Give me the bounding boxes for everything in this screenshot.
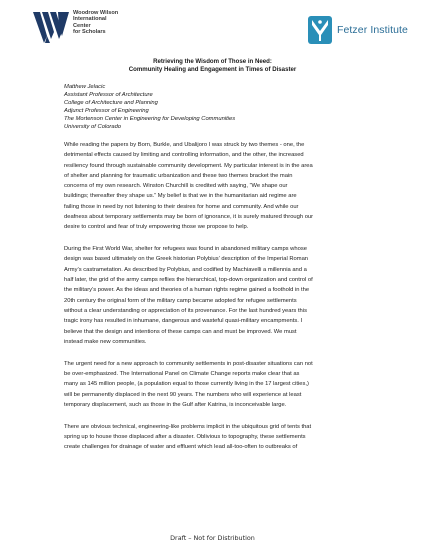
author-info <box>64 84 384 131</box>
title-line-1: Retrieving the Wisdom of Those in Need: <box>153 58 272 65</box>
text-line: failing those in need by not listening to their desires for home and community. And while our <box>64 203 299 210</box>
text-line: The urgent need for a new approach to community settlements in post-disaster situations can not <box>64 360 313 367</box>
paragraph-4 <box>64 422 364 453</box>
document-title <box>0 58 425 74</box>
text-line: half later, the grid of the army camps reflies the hierarchical, top-down organization and control of <box>64 277 313 284</box>
author-title: Assistant Professor of Architecture <box>64 91 153 98</box>
paragraph-3 <box>64 359 364 410</box>
text-line: desire to control and fear of truly empowering those we propose to help. <box>64 224 249 231</box>
text-line: the military’s power. As the ideas and theories of a human rights regime gained a foothold in the <box>64 287 310 294</box>
text-line: design was based ultimately on the Greek historian Polybius’ description of the Imperial Roman <box>64 256 309 263</box>
text-line: spring up to house those displaced after a disaster. Oblivious to topography, these settlements <box>64 433 306 440</box>
text-line: resiliency found through sustainable community development. My particular interest is in the area <box>64 162 313 169</box>
text-line: believe that the design and intentions of these camps can and must be improved. We must <box>64 328 297 335</box>
document-body <box>64 140 364 464</box>
title-line-2: Community Healing and Engagement in Times of Disaster <box>128 66 297 73</box>
logo-line: International <box>73 16 107 23</box>
fetzer-mark-icon <box>308 16 332 44</box>
text-line: buildings; thereafter they shape us.” My belief is that we in the humanitarian aid regime are <box>64 193 297 200</box>
woodrow-wilson-logo <box>33 10 133 44</box>
paragraph-1 <box>64 140 364 233</box>
text-line: temporary displacement, such as those in the Gulf after Katrina, is inconceivable large. <box>64 401 287 408</box>
author-affiliation: University of Colorado <box>64 123 122 130</box>
text-line: of shelter and planning for traumatic urbanization and these two themes bracket the main <box>64 172 293 179</box>
logo-line: Center <box>73 22 91 29</box>
text-line: concerns of my own research. Winston Churchill is credited with saying, “We shape our <box>64 183 288 190</box>
text-line: be over-emphasized. The International Panel on Climate Change reports make clear that as <box>64 370 300 377</box>
text-line: deafness about temporary settlements may be born of ignorance, it is surely matured through our <box>64 214 314 221</box>
draft-footer: Draft – Not for Distribution <box>170 534 255 542</box>
logo-line: Woodrow Wilson <box>73 10 119 16</box>
woodrow-wilson-w-icon <box>33 10 69 44</box>
text-line: Army’s castrametation. As described by Polybius, and codified by Machiavelli a millennia and a <box>64 266 307 273</box>
text-line: create challenges for drainage of water and effluent which lead all-too-often to outbreaks of <box>64 444 298 451</box>
fetzer-institute-logo <box>308 16 408 44</box>
text-line: tragic irony has resulted in inhumane, dangerous and wasteful quasi-military encampments. I <box>64 318 303 325</box>
text-line: many as 145 million people, (a population equal to those currently living in the 17 largest cities,) <box>64 381 309 388</box>
fetzer-institute-name: Fetzer Institute <box>336 24 408 36</box>
text-line: will be permanently displaced in the next 90 years. The numbers who will experience at least <box>64 391 302 398</box>
author-title: Adjunct Professor of Engineering <box>64 107 149 114</box>
text-line: 20th century the original form of the military camp became adopted for refugee settlements <box>64 297 297 304</box>
woodrow-wilson-logo-text <box>73 10 133 36</box>
author-affiliation: The Mortenson Center in Engineering for Developing Communities <box>64 115 236 122</box>
text-line: without a clear understanding or appreciation of its provenance. For the last hundred years this <box>64 307 307 314</box>
author-name: Matthew Jelacic <box>64 84 106 90</box>
text-line: detrimental effects caused by limiting and controlling information, and the other, the increased <box>64 152 304 159</box>
author-affiliation: College of Architecture and Planning <box>64 99 158 106</box>
paragraph-2 <box>64 244 364 347</box>
text-line: While reading the papers by Born, Burkle, and Ubalijoro I was struck by two themes - one, the <box>64 142 305 148</box>
text-line: There are obvious technical, engineering-like problems implicit in the ubiquitous grid of tents that <box>64 423 312 430</box>
logo-line: for Scholars <box>73 29 106 36</box>
text-line: During the First World War, shelter for refugees was found in abandoned military camps whose <box>64 246 307 253</box>
text-line: instead make new communities. <box>64 338 147 345</box>
